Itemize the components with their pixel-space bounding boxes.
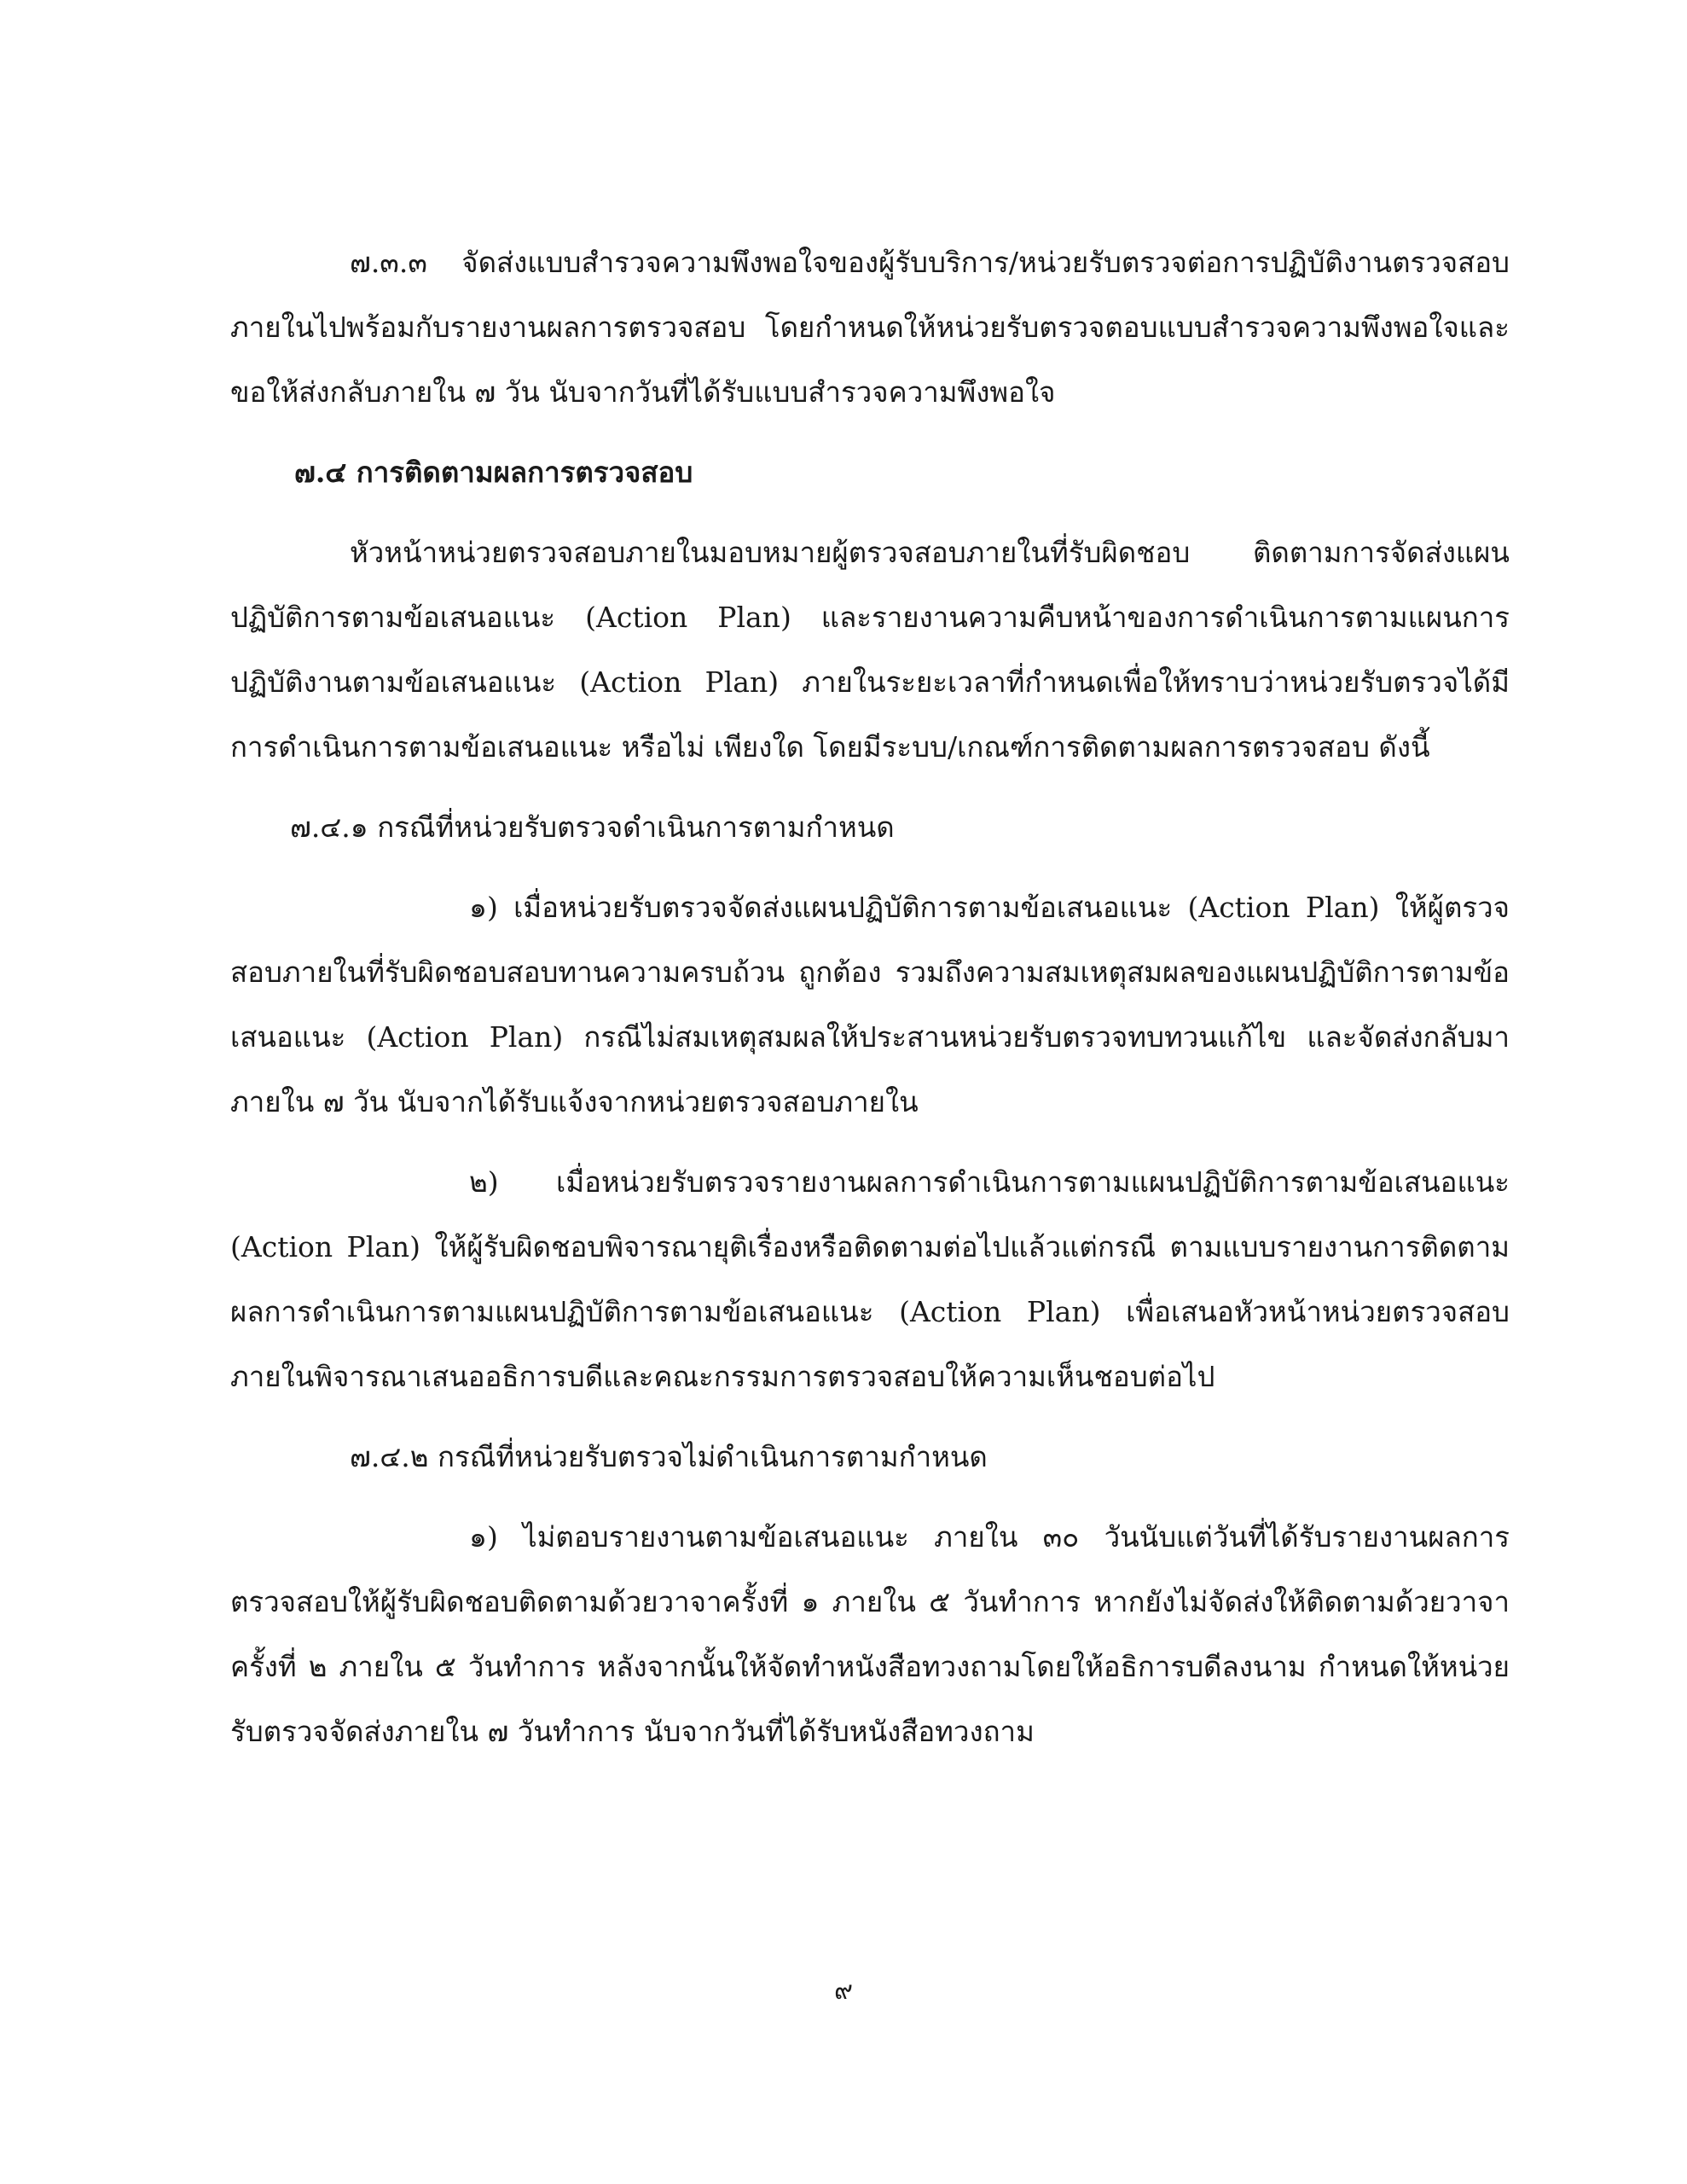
spacer: [230, 425, 1510, 440]
spacer: [230, 860, 1510, 875]
paragraph-7-4-1-item-1: ๑) เมื่อหน่วยรับตรวจจัดส่งแผนปฏิบัติการตามข้อเสนอแนะ (Action Plan) ให้ผู้ตรวจสอบภายในที่รับผิดชอบสอบทานความครบถ้วน ถูกต้อง รวมถึงความสมเหตุสมผลของแผนปฏิบัติการตามข้อเสนอแนะ (Action Plan) กรณีไม่สมเหตุสมผลให้ประสานหน่วยรับตรวจทบทวนแก้ไข และจัดส่งกลับมาภายใน ๗ วัน นับจากได้รับแจ้งจากหน่วยตรวจสอบภายใน: [230, 891, 1510, 1118]
paragraph-7-3-3: ๗.๓.๓ จัดส่งแบบสำรวจความพึงพอใจของผู้รับบริการ/หน่วยรับตรวจต่อการปฏิบัติงานตรวจสอบภายในไปพร้อมกับรายงานผลการตรวจสอบ โดยกำหนดให้หน่วยรับตรวจตอบแบบสำรวจความพึงพอใจและขอให้ส่งกลับภายใน ๗ วัน นับจากวันที่ได้รับแบบสำรวจความพึงพอใจ: [230, 246, 1510, 409]
paragraph-7-4-intro: หัวหน้าหน่วยตรวจสอบภายในมอบหมายผู้ตรวจสอบภายในที่รับผิดชอบ ติดตามการจัดส่งแผนปฏิบัติการตามข้อเสนอแนะ (Action Plan) และรายงานความคืบหน้าของการดำเนินการตามแผนการปฏิบัติงานตามข้อเสนอแนะ (Action Plan) ภายในระยะเวลาที่กำหนดเพื่อให้ทราบว่าหน่วยรับตรวจได้มีการดำเนินการตามข้อเสนอแนะ หรือไม่ เพียงใด โดยมีระบบ/เกณฑ์การติดตามผลการตรวจสอบ ดังนี้: [230, 536, 1510, 764]
page-number: ๙: [834, 1976, 853, 2006]
paragraph-7-4-2-item-1: ๑) ไม่ตอบรายงานตามข้อเสนอแนะ ภายใน ๓๐ วันนับแต่วันที่ได้รับรายงานผลการตรวจสอบให้ผู้รับผิดชอบติดตามด้วยวาจาครั้งที่ ๑ ภายใน ๕ วันทำการ หากยังไม่จัดส่งให้ติดตามด้วยวาจาครั้งที่ ๒ ภายใน ๕ วันทำการ หลังจากนั้นให้จัดทำหนังสือทวงถามโดยให้อธิการบดีลงนาม กำหนดให้หน่วยรับตรวจจัดส่งภายใน ๗ วันทำการ นับจากวันที่ได้รับหนังสือทวงถาม: [230, 1520, 1510, 1748]
document-body: [230, 230, 1510, 1764]
spacer: [230, 1490, 1510, 1505]
spacer: [230, 505, 1510, 520]
spacer: [230, 1135, 1510, 1150]
paragraph-7-4-1-item-2: ๒) เมื่อหน่วยรับตรวจรายงานผลการดำเนินการตามแผนปฏิบัติการตามข้อเสนอแนะ (Action Plan) ให้ผู้รับผิดชอบพิจารณายุติเรื่องหรือติดตามต่อไปแล้วแต่กรณี ตามแบบรายงานการติดตามผลการดำเนินการตามแผนปฏิบัติการตามข้อเสนอแนะ (Action Plan) เพื่อเสนอหัวหน้าหน่วยตรวจสอบภายในพิจารณาเสนออธิการบดีและคณะกรรมการตรวจสอบให้ความเห็นชอบต่อไป: [230, 1165, 1510, 1393]
subsection-7-4-1: ๗.๔.๑ กรณีที่หน่วยรับตรวจดำเนินการตามกำหนด: [290, 810, 895, 844]
spacer: [230, 1409, 1510, 1425]
spacer: [230, 780, 1510, 795]
subsection-7-4-2: ๗.๔.๒ กรณีที่หน่วยรับตรวจไม่ดำเนินการตามกำหนด: [350, 1440, 988, 1473]
section-heading-7-4: ๗.๔ การติดตามผลการตรวจสอบ: [294, 456, 693, 489]
